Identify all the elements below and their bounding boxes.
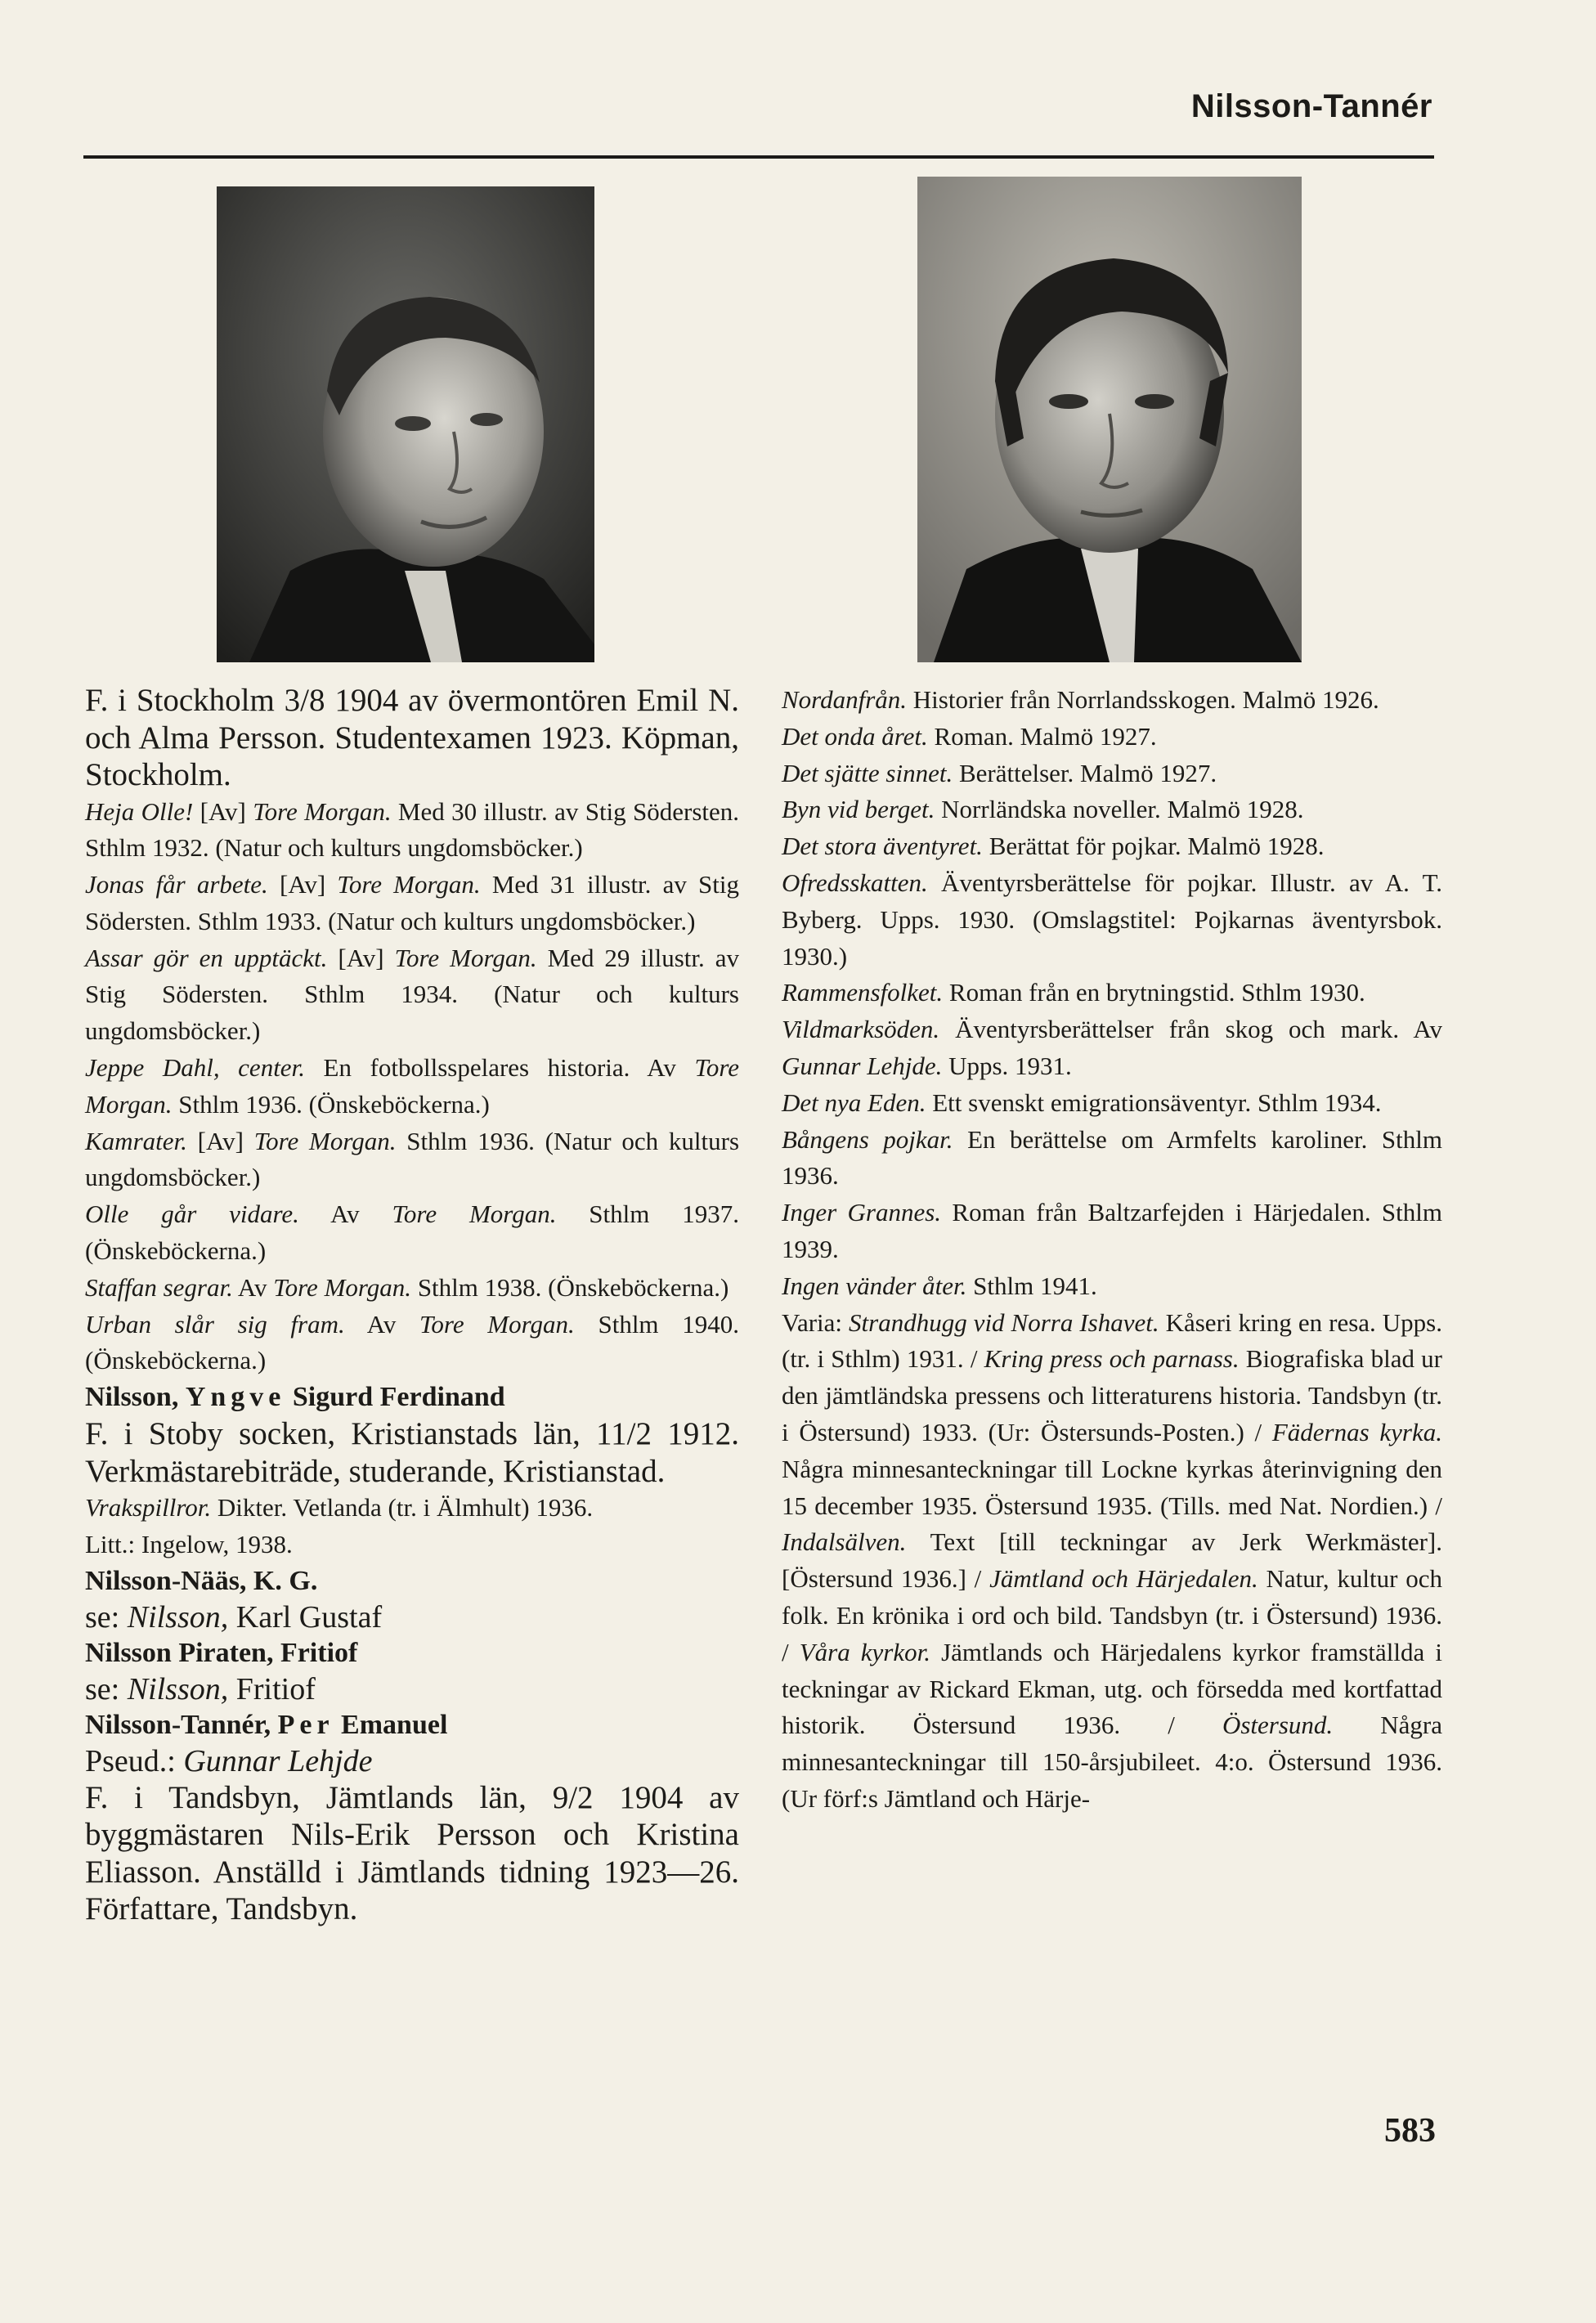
work-entry: Det nya Eden. Ett svenskt emigrationsäventyr. Sthlm 1934.: [782, 1088, 1382, 1117]
bio-yngve: F. i Stoby socken, Kristianstads län, 11/2 1912. Verkmästarebiträde, studerande, Kristianstad.: [85, 1416, 739, 1489]
work-entry: Heja Olle! [Av] Tore Morgan. Med 30 illustr. av Stig Södersten. Sthlm 1932. (Natur och kulturs ungdomsböcker.): [85, 796, 740, 863]
pseudonym-line: Pseud.: Gunnar Lehjde: [85, 1743, 373, 1778]
see-reference: se: Nilsson, Karl Gustaf: [85, 1599, 383, 1635]
work-entry: Jeppe Dahl, center. En fotbollsspelares historia. Av Tore Morgan. Sthlm 1936. (Önskeböckerna.): [85, 1053, 740, 1119]
work-entry: Nordanfrån. Historier från Norrlandsskogen. Malmö 1926.: [782, 685, 1379, 714]
bio-tanner: F. i Tandsbyn, Jämtlands län, 9/2 1904 av byggmästaren Nils-Erik Persson och Kristina Eliasson. Anställd i Jämtlands tidning 1923—26. Författare, Tandsbyn.: [85, 1779, 739, 1927]
work-entry: Jonas får arbete. [Av] Tore Morgan. Med 31 illustr. av Stig Södersten. Sthlm 1933. (Natur och kulturs ungdomsböcker.): [85, 870, 740, 935]
work-entry: Urban slår sig fram. Av Tore Morgan. Sthlm 1940. (Önskeböckerna.): [85, 1309, 739, 1375]
work-entry: Staffan segrar. Av Tore Morgan. Sthlm 1938. (Önskeböckerna.): [85, 1272, 729, 1302]
page-number: 583: [1384, 2112, 1436, 2150]
work-entry: Det onda året. Roman. Malmö 1927.: [782, 721, 1157, 751]
work-entry: Det sjätte sinnet. Berättelser. Malmö 1927.: [782, 758, 1217, 787]
work-entry: Kamrater. [Av] Tore Morgan. Sthlm 1936. (Natur och kulturs ungdomsböcker.): [85, 1126, 740, 1192]
entry-heading-piraten: Nilsson Piraten, Fritiof: [85, 1637, 358, 1668]
work-entry: Det stora äventyret. Berättat för pojkar. Malmö 1928.: [782, 832, 1325, 861]
running-head: Nilsson-Tannér: [1190, 88, 1432, 124]
entry-heading-yngve: Nilsson, Yngve Sigurd Ferdinand: [85, 1382, 505, 1413]
work-entry: Ofredsskatten. Äventyrsberättelse för pojkar. Illustr. av A. T. Byberg. Upps. 1930. (Omslagstitel: Pojkarnas äventyrsbok. 1930.): [782, 868, 1442, 971]
entry-heading-tanner: Nilsson-Tannér, Per Emanuel: [85, 1709, 448, 1740]
see-reference: se: Nilsson, Fritiof: [85, 1671, 316, 1706]
right-column: [782, 682, 1442, 1818]
left-column: [85, 682, 739, 1928]
work-entry: Ingen vänder åter. Sthlm 1941.: [782, 1271, 1097, 1300]
work-entry: Bångens pojkar. En berättelse om Armfelts karoliner. Sthlm 1936.: [782, 1124, 1442, 1191]
work-entry: Byn vid berget. Norrländska noveller. Malmö 1928.: [782, 795, 1304, 824]
portrait-right: [917, 177, 1302, 662]
work-entry: Olle går vidare. Av Tore Morgan. Sthlm 1937. (Önskeböckerna.): [85, 1200, 739, 1266]
work-entry: Vildmarksöden. Äventyrsberättelser från skog och mark. Av Gunnar Lehjde. Upps. 1931.: [782, 1015, 1442, 1080]
bio-first: F. i Stockholm 3/8 1904 av övermontören Emil N. och Alma Persson. Studentexamen 1923. Köpman, Stockholm.: [85, 683, 739, 792]
header-rule: [83, 155, 1434, 159]
work-entry: Assar gör en upptäckt. [Av] Tore Morgan. Med 29 illustr. av Stig Södersten. Sthlm 1934. (Natur och kulturs ungdomsböcker.): [85, 943, 740, 1046]
portrait-left-image: [217, 186, 594, 662]
portrait-left: [217, 186, 594, 662]
work-entry: Vrakspillror. Dikter. Vetlanda (tr. i Älmhult) 1936.: [85, 1493, 594, 1523]
work-entry: Rammensfolket. Roman från en brytningstid. Sthlm 1930.: [782, 978, 1365, 1007]
entry-heading-naas: Nilsson-Nääs, K. G.: [85, 1565, 318, 1596]
portrait-right-image: [917, 177, 1302, 662]
literature-note: Litt.: Ingelow, 1938.: [85, 1530, 293, 1559]
varia-paragraph: Varia: Strandhugg vid Norra Ishavet. Kåseri kring en resa. Upps. (tr. i Sthlm) 1931. / Kring press och parnass. Biografiska blad ur den jämtländska pressens och litteraturens historia. Tandsbyn (tr. i Östersund) 1933. (Ur: Östersunds-Posten.) / Fädernas kyrka. Några minnesanteckningar till Lockne kyrkas återinvigning den 15 december 1935. Östersund 1935. (Tills. med Nat. Nordien.) / Indalsälven. Text [till teckningar av Jerk Werkmäster]. [Östersund 1936.] / Jämtland och Härjedalen. Natur, kultur och folk. En krönika i ord och bild. Tandsbyn (tr. i Östersund) 1936. / Våra kyrkor. Jämtlands och Härjedalens kyrkor framställda i teckningar av Rickard Ekman, utg. och försedda med kortfattad historik. Östersund 1936. / Östersund. Några minnesanteckningar till 150-årsjubileet. 4:o. Östersund 1936. (Ur förf:s Jämtland och Härje-: [782, 1307, 1442, 1813]
work-entry: Inger Grannes. Roman från Baltzarfejden i Härjedalen. Sthlm 1939.: [782, 1198, 1443, 1263]
